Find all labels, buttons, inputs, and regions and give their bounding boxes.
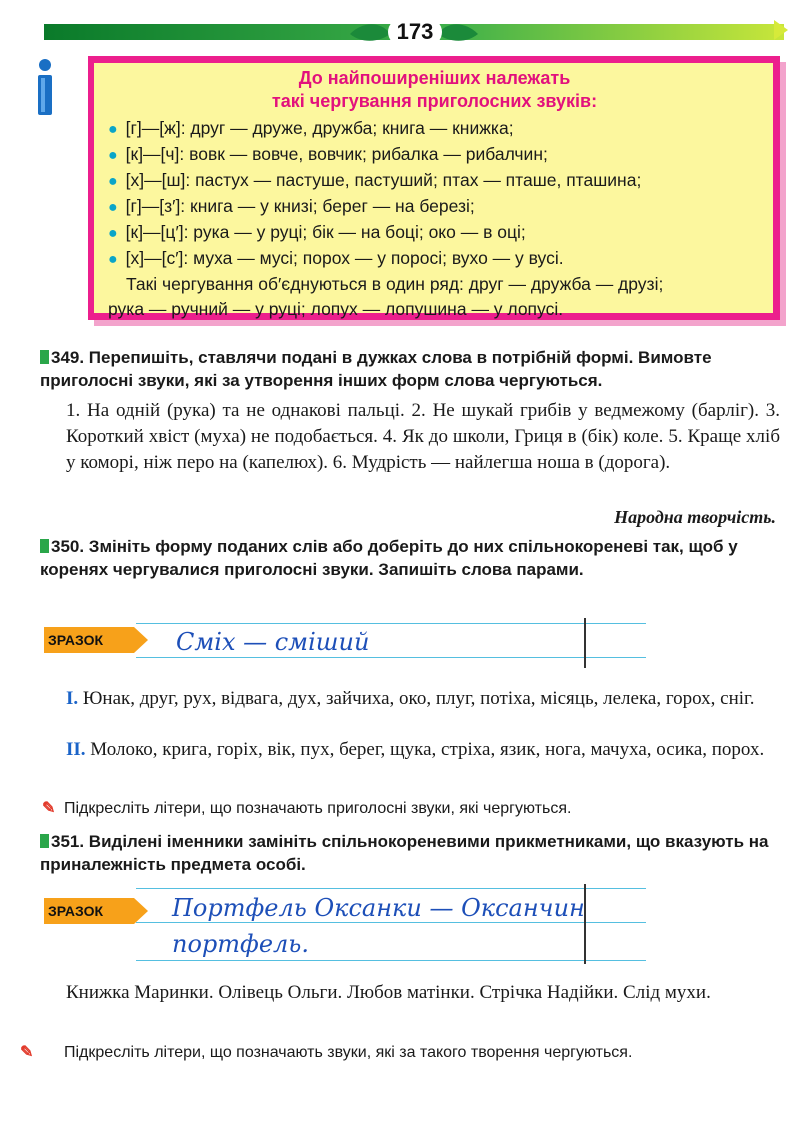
sample-handwriting: Сміх — сміший xyxy=(176,628,370,656)
rule-summary: Такі чергування об′єднуються в один ряд: друг — дружба — друзі; рука — ручний — у руці; лопух — лопушина — у лопусі. xyxy=(108,274,664,319)
ruled-line xyxy=(136,922,646,923)
exercise-351-text: Книжка Маринки. Олівець Ольги. Любов матінки. Стрічка Надійки. Слід мухи. xyxy=(66,982,711,1003)
ruled-line xyxy=(136,960,646,961)
rule-item: ● [г]—[з′]: книга — у книзі; берег — на березі; xyxy=(108,196,475,216)
header-arrow-icon xyxy=(774,20,788,40)
exercise-marker-icon xyxy=(40,539,49,553)
sample-arrow-icon xyxy=(134,898,148,924)
ruled-line xyxy=(136,657,646,658)
rule-title: До найпоширеніших належать такі чергування приголосних звуків: xyxy=(271,68,598,111)
exercise-350-group-1: I. Юнак, друг, рух, відвага, дух, зайчиха, око, плуг, потіха, місяць, лелека, горох, сніг. xyxy=(66,688,755,709)
sample-label: ЗРАЗОК xyxy=(44,627,134,653)
exercise-349-heading: 349. Перепишіть, ставлячи подані в дужках слова в потрібній формі. Вимовте приголосні звуки, які за утворення інших форм слова чергуються. xyxy=(40,348,712,390)
page-number-ornament xyxy=(344,14,484,50)
rule-item: ● [г]—[ж]: друг — друже, дружба; книга — книжка; xyxy=(108,118,514,138)
rule-item: ● [к]—[ч]: вовк — вовче, вовчик; рибалка — рибалчин; xyxy=(108,144,548,164)
exercise-350-heading: 350. Змініть форму поданих слів або доберіть до них спільнокореневі так, щоб у коренях чергувалися приголосні звуки. Запишіть слова парами. xyxy=(40,537,738,579)
ruled-line xyxy=(136,888,646,889)
exercise-349-text: 1. На одній (рука) та не однакові пальці. 2. Не шукай грибів у ведмежому (барліг). 3. Короткий хвіст (муха) не подобається. 4. Як до школи, Гриця в (бік) коле. 5. Краще хліб у коморі, ніж перо на (капелюх). 6. Мудрість — найлегша ноша в (дорога). xyxy=(66,400,780,473)
exercise-350-tip: ✎ Підкресліть літери, що позначають приголосні звуки, які чергуються. xyxy=(42,798,782,820)
margin-line xyxy=(584,618,586,668)
exercise-marker-icon xyxy=(40,350,49,364)
pencil-tip-icon: ✎ xyxy=(42,800,56,817)
rule-item: ● [х]—[с′]: муха — мусі; порох — у поросі; вухо — у вусі. xyxy=(108,248,564,268)
pencil-tip-icon: ✎ xyxy=(20,1044,34,1061)
info-i-icon xyxy=(32,58,58,118)
page-number: 173 xyxy=(388,18,442,46)
rule-list xyxy=(108,116,761,272)
exercise-351-tip: ✎ Підкресліть літери, що позначають звуки, які за такого творення чергуються. xyxy=(42,1042,782,1064)
sample-arrow-icon xyxy=(134,627,148,653)
sample-handwriting-line-2: портфель. xyxy=(172,930,309,958)
rule-item: ● [х]—[ш]: пастух — пастуше, пастуший; птах — пташе, пташина; xyxy=(108,170,642,190)
exercise-349-attribution: Народна творчість. xyxy=(614,507,776,527)
exercise-351-heading: 351. Виділені іменники замініть спільнокореневими прикметниками, що вказують на приналежність предмета особі. xyxy=(40,832,769,874)
rule-box xyxy=(88,56,780,320)
exercise-marker-icon xyxy=(40,834,49,848)
sample-label: ЗРАЗОК xyxy=(44,898,134,924)
page-header xyxy=(44,20,784,44)
ruled-line xyxy=(136,623,646,624)
sample-handwriting-line-1: Портфель Оксанки — Оксанчин xyxy=(172,894,585,922)
exercise-350-group-2: II. Молоко, крига, горіх, вік, пух, берег, щука, стріха, язик, нога, мачуха, осика, порох. xyxy=(66,739,765,760)
rule-item: ● [к]—[ц′]: рука — у руці; бік — на боці; око — в оці; xyxy=(108,222,526,242)
